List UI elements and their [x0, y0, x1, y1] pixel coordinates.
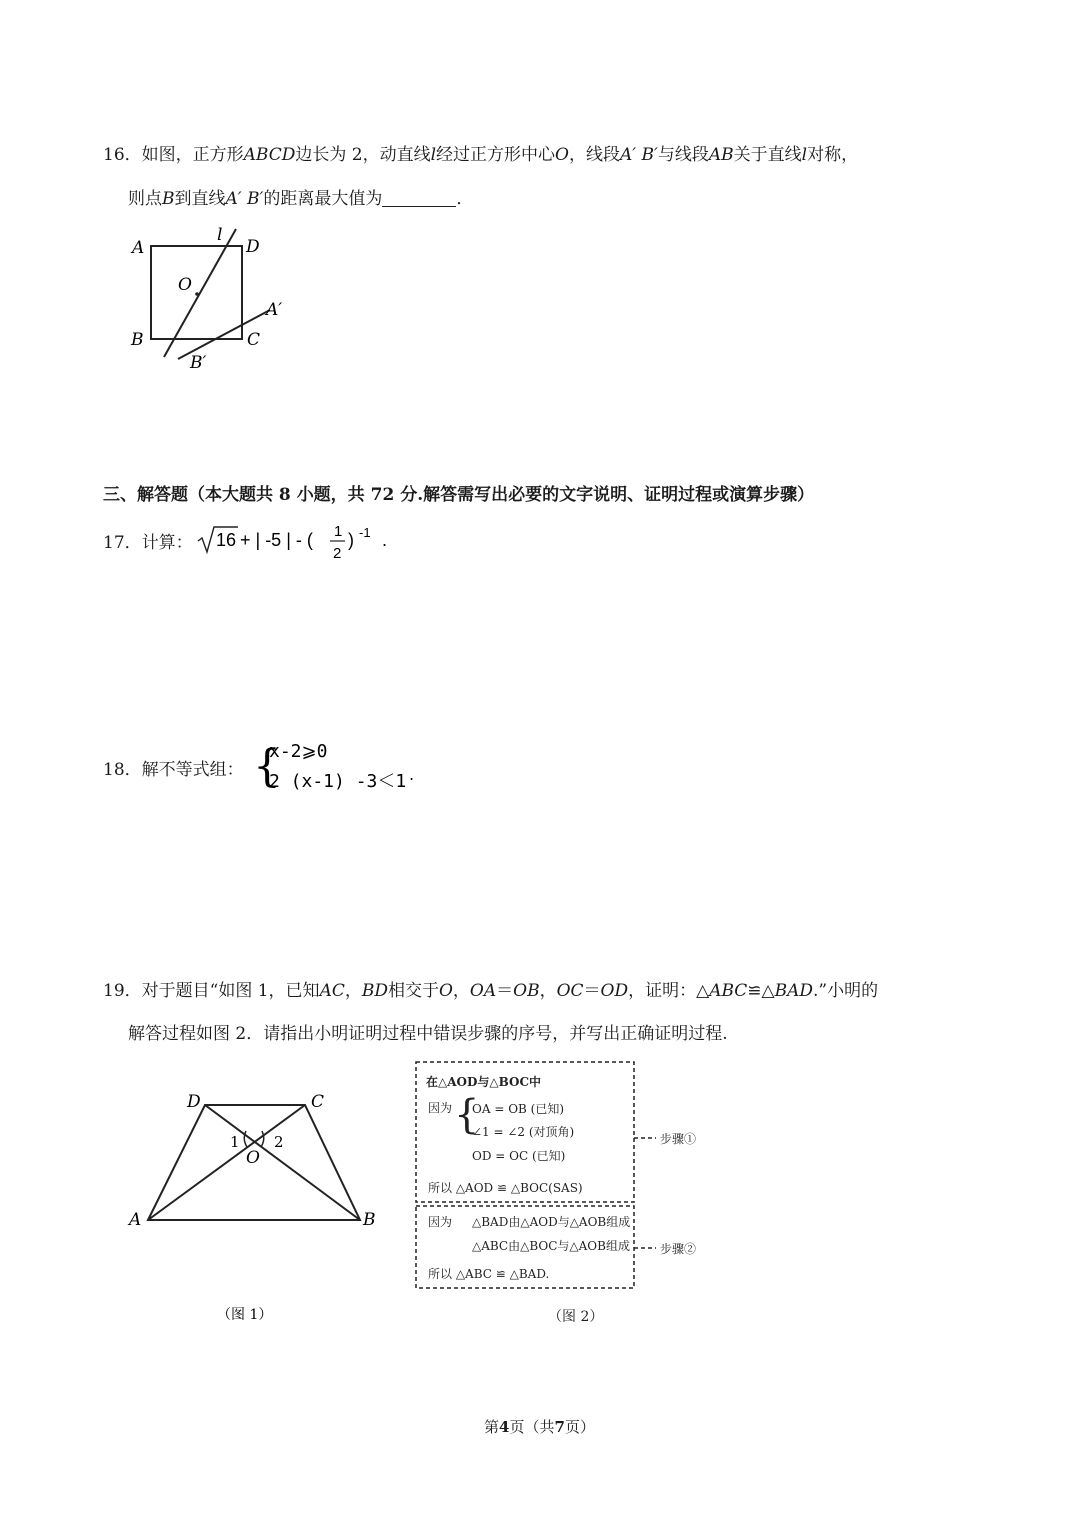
math: BD [361, 981, 388, 1001]
math: A′ B′ [225, 189, 264, 209]
text: 页（共 [509, 1418, 555, 1436]
math: O [555, 145, 569, 165]
close-paren: ) [348, 530, 354, 550]
text: 关于直线 [733, 145, 802, 165]
period: . [382, 530, 388, 550]
exponent: -1 [359, 525, 371, 540]
q19-line2 [128, 1019, 728, 1044]
total-pages: 7 [554, 1418, 565, 1436]
math: O [438, 981, 453, 1001]
q17-expression [196, 516, 396, 570]
text: ． [456, 189, 474, 209]
q16-figure [120, 222, 300, 376]
label-l: l [217, 225, 223, 245]
text: .”小明的 [813, 981, 879, 1001]
math: BAD [774, 981, 814, 1001]
text: 三、解答题（本大题共 [103, 485, 273, 505]
math: l [430, 145, 437, 165]
label-b1: B′ [190, 353, 207, 372]
math: l [801, 145, 808, 165]
caption-figure2: （图 2） [548, 1309, 604, 1325]
q19-number: 19． [103, 981, 142, 1001]
text: 对称， [807, 145, 859, 165]
text: 到直线 [174, 189, 226, 209]
math: ABC [709, 981, 748, 1001]
label-a: A [129, 1210, 142, 1230]
math: OA [469, 981, 497, 1001]
q16-line2 [128, 184, 473, 209]
label-c: C [311, 1092, 325, 1112]
text: 72 [370, 485, 395, 505]
radicand: 16 [216, 530, 237, 550]
math: A′ B′ [619, 145, 658, 165]
text: 解不等式组： [141, 760, 244, 780]
text: 边长为 2，动直线 [295, 145, 431, 165]
math: OB [513, 981, 540, 1001]
frac-den: 2 [333, 545, 342, 562]
text: 分.解答需写出必要的文字说明、证明过程或演算步骤） [400, 485, 815, 505]
math: OD [600, 981, 629, 1001]
page-footer [0, 1416, 1079, 1437]
text: 对于题目“如图 1，已知 [141, 981, 320, 1001]
label-o: O [246, 1148, 260, 1168]
q17-number-label [103, 528, 193, 553]
q16-line1 [103, 140, 858, 165]
head: 在△AOD与△BOC中 [426, 1075, 541, 1089]
inequality-2: 2 (x-1) -3＜1 [269, 771, 407, 792]
text: ， [452, 981, 470, 1001]
label-angle-2: 2 [274, 1133, 284, 1151]
label-d: D [246, 237, 260, 257]
math: AB [708, 145, 734, 165]
so-1: 所以 △AOD ≌ △BOC(SAS) [428, 1181, 583, 1195]
text: 与线段 [657, 145, 709, 165]
inequality-1: x-2⩾0 [269, 741, 328, 762]
q19-line1 [103, 976, 878, 1001]
angle-arc-2 [261, 1131, 264, 1147]
q19-figure1 [125, 1085, 385, 1339]
text: 页） [564, 1418, 595, 1436]
angle-arc-1 [244, 1131, 247, 1147]
text: ＝ [496, 981, 514, 1001]
line-l [164, 229, 236, 357]
label-b: B [363, 1210, 376, 1230]
label-a: A [132, 238, 145, 258]
reason-1: △BAD由△AOD与△AOB组成 [472, 1215, 631, 1229]
text: 8 [278, 485, 291, 505]
text: ＝ [583, 981, 601, 1001]
answer-blank[interactable] [382, 192, 456, 207]
brace: { [253, 741, 281, 792]
label-o: O [178, 275, 192, 295]
reason-2: △ABC由△BOC与△AOB组成 [472, 1239, 630, 1253]
cond-2: ∠1 = ∠2 (对顶角) [472, 1125, 575, 1139]
page-number: 4 [499, 1418, 510, 1436]
cond-3: OD = OC (已知) [472, 1149, 566, 1163]
frac-num: 1 [334, 523, 343, 540]
text: ， [539, 981, 557, 1001]
text: 相交于 [387, 981, 439, 1001]
q18-number-label [103, 755, 244, 780]
label-a1: A′ [266, 300, 283, 320]
text: 的距离最大值为 [263, 189, 383, 209]
q18-number: 18． [103, 760, 142, 780]
math: OC [556, 981, 584, 1001]
text: 小题，共 [296, 485, 365, 505]
label-b: B [131, 330, 144, 350]
text: ， [344, 981, 362, 1001]
term2: + | -5 | - ( [240, 530, 313, 550]
q18-system [253, 733, 423, 803]
step2-label: 步骤② [660, 1242, 697, 1256]
because: 因为 [428, 1101, 453, 1115]
so-2: 所以 △ABC ≌ △BAD. [428, 1267, 550, 1281]
text: 解答过程如图 2．请指出小明证明过程中错误步骤的序号，并写出正确证明过程. [128, 1024, 728, 1044]
cond-1: OA = OB (已知) [472, 1102, 565, 1116]
text: ≌△ [747, 981, 775, 1001]
text: 如图，正方形 [141, 145, 244, 165]
brace: { [454, 1092, 480, 1138]
text: ，线段 [568, 145, 620, 165]
text: 则点 [128, 189, 162, 209]
math: ABCD [243, 145, 296, 165]
q17-number: 17． [103, 533, 142, 553]
label-angle-1: 1 [230, 1133, 240, 1151]
math: B [162, 189, 175, 209]
label-d: D [187, 1092, 201, 1112]
label-c: C [247, 330, 261, 350]
caption-figure1: （图 1） [217, 1307, 273, 1323]
q19-figure2 [412, 1058, 732, 1340]
text: 经过正方形中心 [436, 145, 556, 165]
text: 第 [484, 1418, 500, 1436]
center-o [195, 292, 199, 296]
text: ，证明：△ [628, 981, 710, 1001]
q16-number: 16． [103, 145, 142, 165]
step1-label: 步骤① [660, 1132, 697, 1146]
math: AC [319, 981, 345, 1001]
period: . [409, 765, 415, 784]
because-2: 因为 [428, 1215, 453, 1229]
section3-heading [103, 480, 814, 505]
text: 计算： [141, 533, 193, 553]
